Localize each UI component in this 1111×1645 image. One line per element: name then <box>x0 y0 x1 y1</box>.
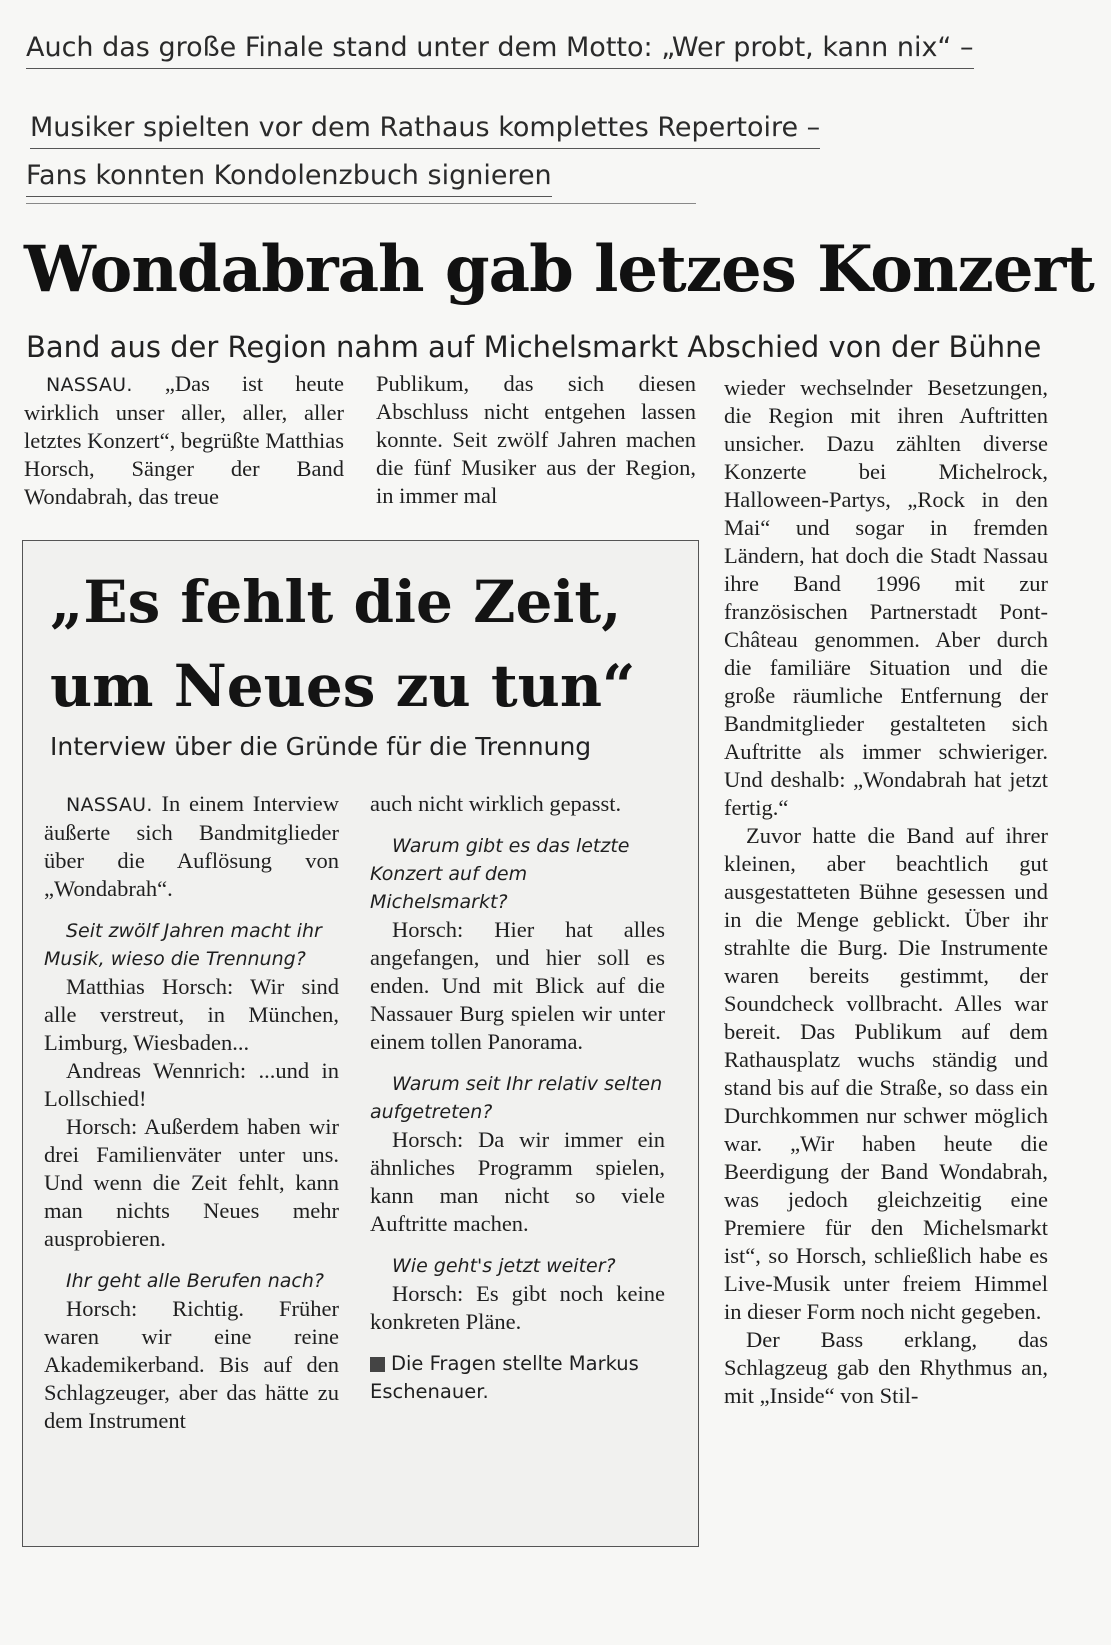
interview-headline-line-1: „Es fehlt die Zeit, <box>50 568 622 636</box>
article-column-1 <box>24 370 344 511</box>
interview-question: Ihr geht alle Berufen nach? <box>66 1270 325 1292</box>
interview-question: Warum seit Ihr relativ selten aufgetreten? <box>370 1073 663 1123</box>
article-paragraph: wieder wechselnder Besetzungen, die Region mit ihren Auftritten unsicher. Dazu zählten diverse Konzerte bei Michelrock, Halloween-Partys, „Rock in den Mai“ und sogar in fremden Ländern, hat doch die Stadt Nassau ihre Band 1996 mit zur französischen Partnerstadt Pont-Château genommen. Aber durch die familiäre Situation und die große räumliche Entfernung der Bandmitglieder gestalteten sich Auftritte als immer schwieriger. Und deshalb: „Wondabrah hat jetzt fertig.“ <box>724 375 1048 820</box>
kicker-line-3: Fans konnten Kondolenzbuch signieren <box>26 158 552 197</box>
article-paragraph: Der Bass erklang, das Schlagzeug gab den Rhythmus an, mit „Inside“ von Stil- <box>724 1327 1048 1408</box>
article-text: Publikum, das sich diesen Abschluss nicht entgehen lassen konnte. Seit zwölf Jahren machen die fünf Musiker aus der Region, in immer mal <box>376 371 696 508</box>
interview-question: Warum gibt es das letzte Konzert auf dem Michelsmarkt? <box>370 835 630 913</box>
square-bullet-icon <box>370 1357 385 1372</box>
interview-headline <box>50 560 635 728</box>
interview-answer: Horsch: Hier hat alles angefangen, und hier soll es enden. Und mit Blick auf die Nassauer Burg spielen wir unter einem tollen Panorama. <box>370 917 665 1054</box>
interview-answer: Andreas Wennrich: ...und in Lollschied! <box>44 1058 339 1111</box>
interview-column-2 <box>370 790 665 1406</box>
article-headline: Wondabrah gab letzes Konzert <box>24 232 1094 307</box>
interview-headline-line-2: um Neues zu tun“ <box>50 652 636 720</box>
interview-column-1 <box>44 790 339 1435</box>
divider-rule <box>26 203 696 204</box>
article-column-3 <box>724 374 1048 1410</box>
interview-answer: Horsch: Richtig. Früher waren wir eine reine Akademikerband. Bis auf den Schlagzeuger, aber das hätte zu dem Instrument <box>44 1296 339 1433</box>
article-dateline: NASSAU. <box>46 374 133 396</box>
article-subheadline: Band aus der Region nahm auf Michelsmarkt Abschied von der Bühne <box>26 330 1042 364</box>
interview-answer: Matthias Horsch: Wir sind alle verstreut, in München, Limburg, Wiesbaden... <box>44 974 339 1055</box>
article-column-2 <box>376 370 696 510</box>
article-paragraph: Zuvor hatte die Band auf ihrer kleinen, aber beachtlich gut ausgestatteten Bühne gesessen und in die Menge geblickt. Über ihr strahlte die Burg. Die Instrumente waren bereits gestimmt, der Soundcheck vollbracht. Alles war bereit. Das Publikum auf dem Rathausplatz wuchs ständig und stand bis auf die Straße, so dass ein Durchkommen nur schwer möglich war. „Wir haben heute die Beerdigung der Band Wondabrah, was jedoch gleichzeitig eine Premiere für den Michelsmarkt ist“, so Horsch, schließlich habe es Live-Musik unter freiem Himmel in dieser Form noch nicht gegeben. <box>724 823 1048 1324</box>
interview-answer: Horsch: Außerdem haben wir drei Familienväter unter uns. Und wenn die Zeit fehlt, kann man nichts Neues mehr ausprobieren. <box>44 1114 339 1251</box>
interview-answer: auch nicht wirklich gepasst. <box>370 791 622 816</box>
interview-question: Seit zwölf Jahren macht ihr Musik, wieso die Trennung? <box>44 920 322 970</box>
interview-answer: Horsch: Da wir immer ein ähnliches Programm spielen, kann man nicht so viele Auftritte machen. <box>370 1127 665 1236</box>
article-text: „Das ist heute wirklich unser aller, aller, aller letztes Konzert“, begrüßte Matthias Horsch, Sänger der Band Wondabrah, das treue <box>24 371 345 509</box>
interview-dateline: NASSAU. <box>66 794 153 816</box>
interview-subheadline: Interview über die Gründe für die Trennung <box>50 732 592 761</box>
kicker-line-1: Auch das große Finale stand unter dem Motto: „Wer probt, kann nix“ – <box>26 30 974 69</box>
interview-credit: Die Fragen stellte Markus Eschenauer. <box>370 1352 639 1403</box>
interview-question: Wie geht's jetzt weiter? <box>392 1255 616 1277</box>
interview-answer: Horsch: Es gibt noch keine konkreten Pläne. <box>370 1281 665 1334</box>
interview-intro: In einem Interview äußerte sich Bandmitglieder über die Auflösung von „Wondabrah“. <box>44 791 339 901</box>
kicker-line-2: Musiker spielten vor dem Rathaus komplettes Repertoire – <box>30 110 820 149</box>
